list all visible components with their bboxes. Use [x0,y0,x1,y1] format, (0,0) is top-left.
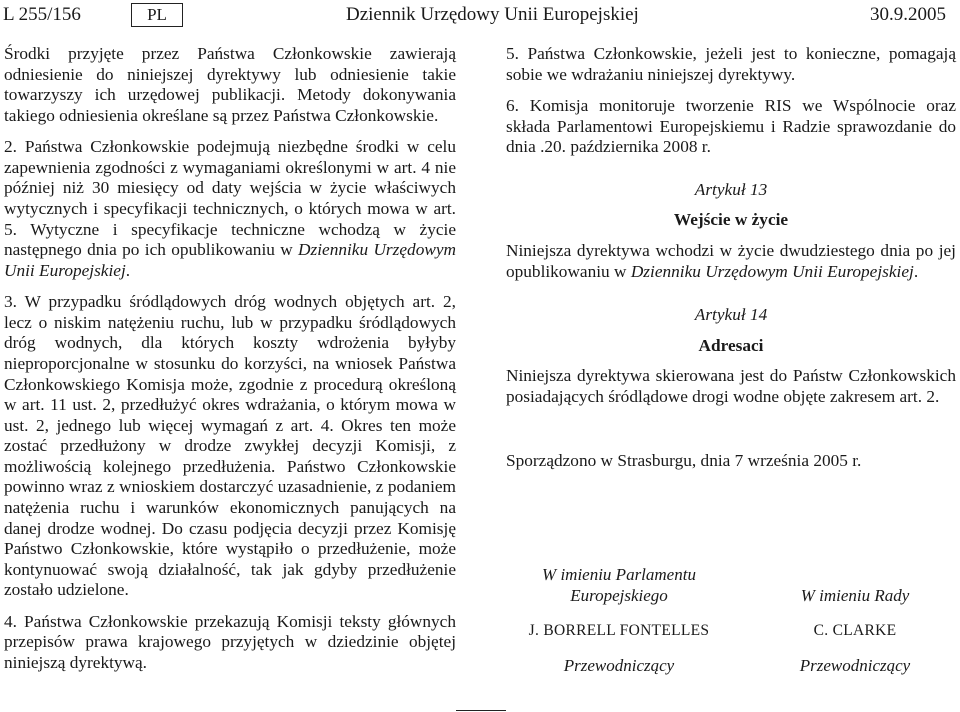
article-13-title: Wejście w życie [673,210,789,230]
paragraph-6: 6. Komisja monitoruje tworzenie RIS we Wspólnocie oraz składa Parlamentowi Europejskiemu i Radzie sprawozdanie do dnia .20. października 2008 r. [506,95,956,157]
page-header [0,0,960,36]
footer-rule [456,710,506,711]
paragraph-3: 3. W przypadku śródlądowych dróg wodnych objętych art. 2, lecz o niskim natężeniu ruchu, lub w przypadku śródlądowych dróg wodnych, dla których koszty wdrożenia byłyby nieproporcjonalne w stosunku do korzyści, na wniosek Państwa Członkowskiego Komisja może, zgodnie z procedurą określoną w art. 11 ust. 2, przedłużyć okres wdrażania, o którym mowa w ust. 2, jednego lub więcej wymagań z art. 4. Okres ten może zostać przedłużony w drodze zwykłej decyzji Komisji, z możliwością kolejnego przedłużenia. Państwo Członkowskie powinno wraz z wnioskiem dostarczyć uzasadnienie, z podaniem natężenia ruchu i warunków ekonomicznych panujących na danej drodze wodnej. Do czasu podjęcia decyzji przez Komisję Państwo Członkowskie, które wystąpiło o przedłużenie, może kontynuować swoją działalność, tak jak gdyby przedłużenie zostało udzielone. [4,292,456,600]
signature-council-behalf: W imieniu Rady [800,586,910,605]
signature-parliament [506,564,732,676]
signature-parliament-behalf: W imieniu Parlamentu Europejskiego [542,565,696,605]
paragraph-measures: Środki przyjęte przez Państwa Członkowskie zawierają odniesienie do niniejszej dyrektywy lub odniesienie takie towarzyszy ich urzędowej publikacji. Metody dokonywania takiego odniesienia określane są przez Państwa Członkowskie. [4,44,456,125]
article-13-journal: Dzienniku Urzędowym Unii Europejskiej [630,261,914,281]
signature-council-name: C. CLARKE [813,622,897,639]
left-column [4,44,456,674]
paragraph-4: 4. Państwa Członkowskie przekazują Komisji teksty głównych przepisów prawa krajowego przyjętych w dziedzinie objętej niniejszą dyrektywą. [4,611,456,673]
signature-council [752,585,958,676]
publication-date: 30.9.2005 [870,4,946,25]
paragraph-2-text: 2. Państwa Członkowskie podejmują niezbędne środki w celu zapewnienia zgodności z wymaganiami określonymi w art. 4 nie później niż 30 miesięcy od daty wejścia w życie właściwych wytycznych i specyfikacji technicznych, o których mowa w art. 5. Wytyczne i specyfikacje techniczne wchodzą w życie następnego dnia po ich opublikowaniu w [4,137,456,260]
signature-parliament-name: J. BORRELL FONTELLES [528,622,710,639]
journal-reference: L 255/156 [3,4,81,25]
closing-formula: Sporządzono w Strasburgu, dnia 7 września 2005 r. [506,450,862,470]
article-13-label: Artykuł 13 [694,179,768,199]
article-14-text: Niniejsza dyrektywa skierowana jest do Państw Członkowskich posiadających śródlądowe drogi wodne objęte zakresem art. 2. [506,366,956,406]
article-14-label: Artykuł 14 [694,305,768,325]
right-column [506,44,956,471]
article-13-text-a: Niniejsza dyrektywa wchodzi w życie dwudziestego dnia po jej opublikowaniu w [506,240,956,281]
paragraph-5: 5. Państwa Członkowskie, jeżeli jest to konieczne, pomagają sobie we wdrażaniu niniejszej dyrektywy. [506,44,956,84]
signature-parliament-role: Przewodniczący [563,656,675,675]
journal-title: Dziennik Urzędowy Unii Europejskiej [346,4,639,25]
article-14-title: Adresaci [698,335,764,355]
signature-council-role: Przewodniczący [799,656,911,675]
language-badge: PL [131,3,183,27]
article-13-text-end: . [913,261,919,281]
paragraph-2-journal: Dzienniku Urzędowym Unii Europejskiej [4,240,457,280]
paragraph-2 [4,137,456,281]
article-13-text [506,241,956,282]
paragraph-2-end: . [125,260,131,280]
